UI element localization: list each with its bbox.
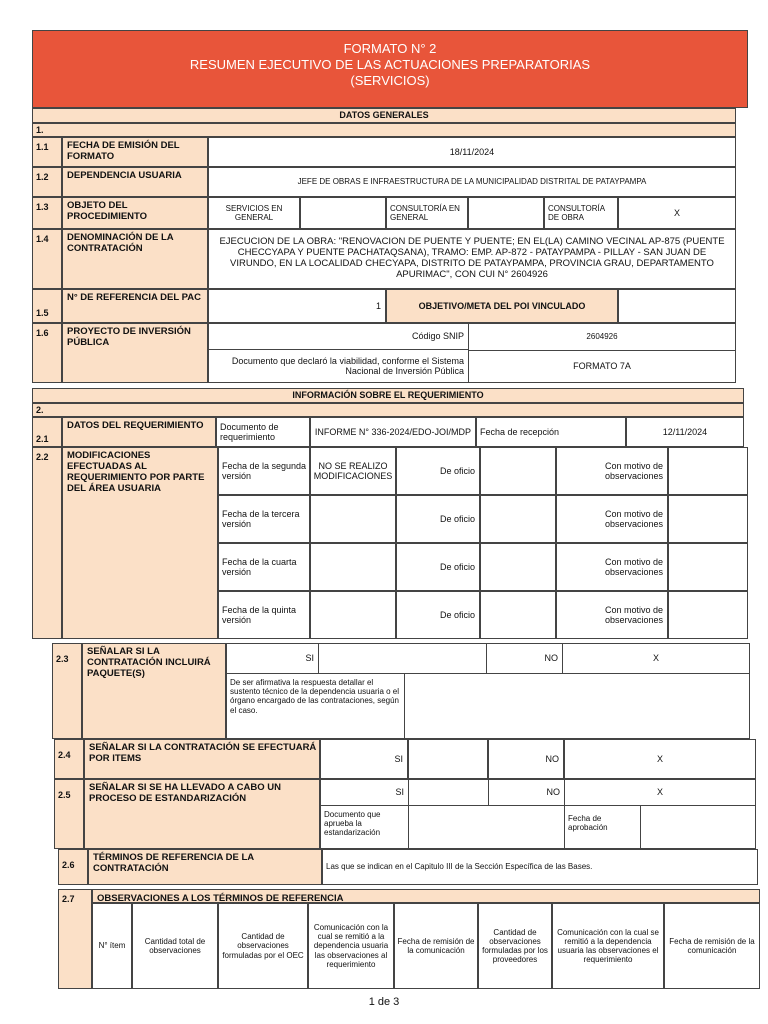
obs-col-communication-providers: Comunicación con la cual se remitió a la dependencia usuaria las observaciones el requerimiento xyxy=(552,903,664,989)
modification-value xyxy=(310,495,396,543)
option-servicios-general: SERVICIOS EN GENERAL xyxy=(208,197,300,229)
section-1-number-row xyxy=(32,123,736,137)
standardization-si-check xyxy=(409,780,489,806)
row-1-4 xyxy=(32,229,736,289)
form-title: RESUMEN EJECUTIVO DE LAS ACTUACIONES PREPARATORIAS xyxy=(189,57,591,72)
modification-motivo-value xyxy=(668,591,748,639)
row-1-6 xyxy=(32,323,736,383)
package-note: De ser afirmativa la respuesta detallar el sustento técnico de la dependencia usuaria o el órgano encargado de las contrataciones, según el caso. xyxy=(227,674,405,738)
requirement-doc-value: INFORME N° 336-2024/EDO-JOI/MDP xyxy=(310,417,476,447)
row-2-2-number: 2.2 xyxy=(32,447,62,639)
items-si-label: SI xyxy=(320,739,408,779)
modification-version-label: Fecha de la tercera versión xyxy=(218,495,310,543)
row-1-2-number: 1.2 xyxy=(32,167,62,197)
row-2-3 xyxy=(52,643,750,739)
form-subtitle: (SERVICIOS) xyxy=(350,73,430,88)
row-1-4-number: 1.4 xyxy=(32,229,62,289)
section-2-number-row xyxy=(32,403,744,417)
row-2-5-number: 2.5 xyxy=(54,779,84,849)
row-2-1 xyxy=(32,417,744,447)
row-1-6-label: PROYECTO DE INVERSIÓN PÚBLICA xyxy=(62,323,208,383)
section-1-number: 1. xyxy=(32,123,736,137)
standardization-doc-label: Documento que aprueba la estandarización xyxy=(321,806,409,848)
snip-label: Código SNIP xyxy=(209,324,469,350)
row-2-3-label: SEÑALAR SI LA CONTRATACIÓN INCLUIRÁ PAQUETE(S) xyxy=(82,643,226,739)
form-number: FORMATO N° 2 xyxy=(343,41,437,56)
row-1-5-label: N° DE REFERENCIA DEL PAC xyxy=(62,289,208,323)
modification-value xyxy=(310,591,396,639)
row-1-2-label: DEPENDENCIA USUARIA xyxy=(62,167,208,197)
section-2-title-row xyxy=(32,388,744,403)
modification-version-label: Fecha de la segunda versión xyxy=(218,447,310,495)
row-1-3-number: 1.3 xyxy=(32,197,62,229)
package-si-check xyxy=(319,644,487,674)
row-1-5-number: 1.5 xyxy=(32,289,62,323)
row-2-7-label: OBSERVACIONES A LOS TÉRMINOS DE REFERENCIA xyxy=(92,889,760,903)
package-si-label: SI xyxy=(227,644,319,674)
viability-doc-value: FORMATO 7A xyxy=(573,360,631,371)
row-2-4 xyxy=(54,739,756,779)
row-2-4-label: SEÑALAR SI LA CONTRATACIÓN SE EFECTUARÁ POR ITEMS xyxy=(84,739,320,779)
row-2-7-number: 2.7 xyxy=(58,889,92,989)
row-2-6-number: 2.6 xyxy=(58,849,88,885)
modification-oficio-value xyxy=(480,591,556,639)
modification-version-label: Fecha de la quinta versión xyxy=(218,591,310,639)
section-1-title: DATOS GENERALES xyxy=(32,108,736,123)
modification-value: NO SE REALIZO MODIFICACIONES xyxy=(310,447,396,495)
modification-value xyxy=(310,543,396,591)
modification-oficio-label: De oficio xyxy=(396,495,480,543)
modification-motivo-value xyxy=(668,543,748,591)
viability-doc-label: Documento que declaró la viabilidad, conforme el Sistema Nacional de Inversión Pública xyxy=(209,350,469,382)
row-2-6 xyxy=(58,849,758,885)
row-1-1 xyxy=(32,137,736,167)
row-2-5-label: SEÑALAR SI SE HA LLEVADO A CABO UN PROCESO DE ESTANDARIZACIÓN xyxy=(84,779,320,849)
standardization-no-mark: X xyxy=(565,780,755,806)
modification-oficio-label: De oficio xyxy=(396,591,480,639)
modification-motivo-label: Con motivo de observaciones xyxy=(556,495,668,543)
row-2-7 xyxy=(58,889,760,989)
modification-motivo-label: Con motivo de observaciones xyxy=(556,591,668,639)
row-1-5 xyxy=(32,289,736,323)
investment-box xyxy=(208,323,736,383)
obs-col-providers: Cantidad de observaciones formuladas por los proveedores xyxy=(478,903,552,989)
obs-col-remission-date: Fecha de remisión de la comunicación xyxy=(394,903,478,989)
modification-motivo-label: Con motivo de observaciones xyxy=(556,543,668,591)
row-2-6-label: TÉRMINOS DE REFERENCIA DE LA CONTRATACIÓN xyxy=(88,849,322,885)
items-si-check xyxy=(408,739,488,779)
package-box xyxy=(226,643,750,739)
modification-row xyxy=(218,495,748,543)
form-header xyxy=(32,30,748,108)
package-no-mark: X xyxy=(563,644,749,674)
items-no-label: NO xyxy=(488,739,564,779)
row-2-3-number: 2.3 xyxy=(52,643,82,739)
option-consultoria-obra: CONSULTORÍA DE OBRA xyxy=(544,197,618,229)
pac-reference-value: 1 xyxy=(208,289,386,323)
obs-col-item: N° ítem xyxy=(92,903,132,989)
modification-oficio-value xyxy=(480,543,556,591)
obs-col-oec: Cantidad de observaciones formuladas por el OEC xyxy=(218,903,308,989)
section-2-title: INFORMACIÓN SOBRE EL REQUERIMIENTO xyxy=(32,388,744,403)
row-1-1-label: FECHA DE EMISIÓN DEL FORMATO xyxy=(62,137,208,167)
modification-row xyxy=(218,543,748,591)
emission-date-value: 18/11/2024 xyxy=(208,137,736,167)
snip-value: 2604926 xyxy=(469,324,735,351)
standardization-doc-value xyxy=(409,806,565,848)
poi-value xyxy=(618,289,736,323)
section-1-title-row xyxy=(32,108,736,123)
package-no-label: NO xyxy=(487,644,563,674)
modification-motivo-value xyxy=(668,495,748,543)
standardization-si-label: SI xyxy=(321,780,409,806)
modification-version-label: Fecha de la cuarta versión xyxy=(218,543,310,591)
items-no-mark: X xyxy=(564,739,756,779)
reception-date-value: 12/11/2024 xyxy=(626,417,744,447)
obs-col-total: Cantidad total de observaciones xyxy=(132,903,218,989)
row-1-3 xyxy=(32,197,736,229)
obs-col-communication: Comunicación con la cual se remitió a la dependencia usuaria las observaciones al requerimiento xyxy=(308,903,394,989)
option-servicios-check xyxy=(300,197,386,229)
option-consultoria-obra-mark: X xyxy=(618,197,736,229)
row-2-2-label: MODIFICACIONES EFECTUADAS AL REQUERIMIENTO POR PARTE DEL ÁREA USUARIA xyxy=(62,447,218,639)
poi-label: OBJETIVO/META DEL POI VINCULADO xyxy=(386,289,618,323)
modification-oficio-value xyxy=(480,447,556,495)
row-2-5 xyxy=(54,779,756,849)
standardization-date-label: Fecha de aprobación xyxy=(565,806,641,848)
dependency-value: JEFE DE OBRAS E INFRAESTRUCTURA DE LA MUNICIPALIDAD DISTRITAL DE PATAYPAMPA xyxy=(208,167,736,197)
modification-oficio-value xyxy=(480,495,556,543)
tdr-value: Las que se indican en el Capitulo III de la Sección Específica de las Bases. xyxy=(322,849,758,885)
row-1-2 xyxy=(32,167,736,197)
modification-row xyxy=(218,591,748,639)
observations-table-header xyxy=(92,903,760,989)
reception-date-label: Fecha de recepción xyxy=(476,417,626,447)
row-1-3-label: OBJETO DEL PROCEDIMIENTO xyxy=(62,197,208,229)
row-1-6-number: 1.6 xyxy=(32,323,62,383)
row-2-1-number: 2.1 xyxy=(32,417,62,447)
page-number: 1 de 3 xyxy=(368,996,400,1008)
modification-oficio-label: De oficio xyxy=(396,447,480,495)
modification-motivo-label: Con motivo de observaciones xyxy=(556,447,668,495)
modification-oficio-label: De oficio xyxy=(396,543,480,591)
standardization-no-label: NO xyxy=(489,780,565,806)
obs-col-remission-date-providers: Fecha de remisión de la comunicación xyxy=(664,903,760,989)
row-1-1-number: 1.1 xyxy=(32,137,62,167)
row-2-4-number: 2.4 xyxy=(54,739,84,779)
modification-row xyxy=(218,447,748,495)
standardization-box xyxy=(320,779,756,849)
contract-name-value: EJECUCION DE LA OBRA: "RENOVACION DE PUENTE Y PUENTE; EN EL(LA) CAMINO VECINAL AP-875 (PUENTE CHECCYAPA Y PUENTE PACHATAQSANA), TRAMO: EMP. AP-872 - PATAYPAMPA - PILLAY - SAN JUAN DE VIRUNDO, EN LA LOCALIDAD CHECYAPA, DISTRITO DE PATAYPAMPA, PROVINCIA GRAU, DEPARTAMENTO APURIMAC", CON CUI N° 2604926 xyxy=(208,229,736,289)
section-2-number: 2. xyxy=(32,403,744,417)
option-consultoria-general: CONSULTORÍA EN GENERAL xyxy=(386,197,468,229)
modification-motivo-value xyxy=(668,447,748,495)
option-consultoria-check xyxy=(468,197,544,229)
row-2-1-label: DATOS DEL REQUERIMIENTO xyxy=(62,417,216,447)
row-1-4-label: DENOMINACIÓN DE LA CONTRATACIÓN xyxy=(62,229,208,289)
requirement-doc-label: Documento de requerimiento xyxy=(216,417,310,447)
